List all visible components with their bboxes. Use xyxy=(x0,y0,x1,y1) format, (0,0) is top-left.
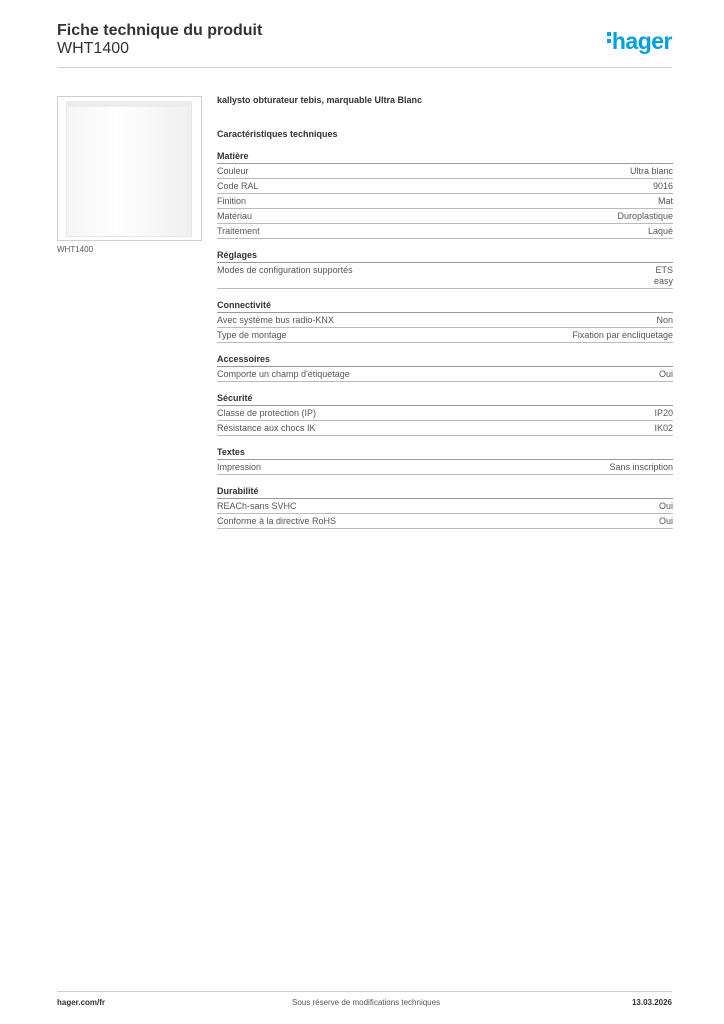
page-title: Fiche technique du produit xyxy=(57,22,263,39)
spec-value-line: Oui xyxy=(658,516,673,526)
spec-label: Code RAL xyxy=(217,181,259,191)
spec-label: Conforme à la directive RoHS xyxy=(217,516,337,526)
spec-group-title: Matière xyxy=(217,151,673,164)
spec-value xyxy=(630,166,673,177)
spec-group xyxy=(217,151,673,239)
spec-value xyxy=(659,516,673,527)
section-heading: Caractéristiques techniques xyxy=(217,129,338,139)
header-divider xyxy=(57,67,672,68)
spec-value-line: Oui xyxy=(658,501,673,511)
spec-value xyxy=(654,408,673,419)
spec-group-title: Connectivité xyxy=(217,300,673,313)
spec-value xyxy=(658,196,673,207)
spec-value xyxy=(572,330,673,341)
footer-date: 13.03.2026 xyxy=(631,998,672,1007)
spec-value xyxy=(654,423,673,434)
spec-row xyxy=(217,328,673,343)
hager-logo[interactable] xyxy=(607,28,672,55)
spec-group-title: Durabilité xyxy=(217,486,673,499)
spec-value xyxy=(659,501,673,512)
image-caption: WHT1400 xyxy=(57,245,94,254)
spec-value-line: Ultra blanc xyxy=(629,166,673,176)
page-header xyxy=(57,22,262,58)
spec-value-line: Non xyxy=(656,315,673,325)
spec-value xyxy=(609,462,673,473)
spec-value-line: IK02 xyxy=(654,423,673,433)
footer-website-link[interactable]: hager.com/fr xyxy=(57,998,106,1007)
spec-value-line: Oui xyxy=(658,369,673,379)
spec-label: Impression xyxy=(217,462,262,472)
spec-row xyxy=(217,514,673,529)
spec-label: Classe de protection (IP) xyxy=(217,408,317,418)
spec-value xyxy=(617,211,673,222)
spec-label: Matériau xyxy=(217,211,253,221)
spec-row xyxy=(217,224,673,239)
spec-label: Type de montage xyxy=(217,330,287,340)
spec-row xyxy=(217,421,673,436)
spec-label: REACh-sans SVHC xyxy=(217,501,297,511)
spec-value-line: 9016 xyxy=(652,181,673,191)
spec-value-line: Sans inscription xyxy=(609,462,673,472)
product-reference: WHT1400 xyxy=(57,40,130,57)
spec-value-line: IP20 xyxy=(654,408,673,418)
spec-label: Couleur xyxy=(217,166,249,176)
spec-row xyxy=(217,209,673,224)
spec-group xyxy=(217,486,673,529)
spec-groups xyxy=(217,151,673,529)
spec-row xyxy=(217,499,673,514)
spec-group xyxy=(217,447,673,475)
spec-group-title: Textes xyxy=(217,447,673,460)
spec-value-line: Mat xyxy=(657,196,673,206)
spec-value xyxy=(656,315,673,326)
spec-value-line: Duroplastique xyxy=(617,211,673,221)
spec-group xyxy=(217,354,673,382)
spec-row xyxy=(217,263,673,289)
spec-value-line: Laqué xyxy=(647,226,673,236)
spec-group-title: Sécurité xyxy=(217,393,673,406)
spec-label: Comporte un champ d'étiquetage xyxy=(217,369,350,379)
product-image xyxy=(57,96,202,241)
cover-plate-shape xyxy=(66,101,192,237)
spec-value xyxy=(654,265,673,287)
spec-value xyxy=(653,181,673,192)
spec-value-line: easy xyxy=(653,276,673,286)
spec-label: Avec système bus radio-KNX xyxy=(217,315,334,325)
spec-label: Résistance aux chocs IK xyxy=(217,423,316,433)
spec-row xyxy=(217,164,673,179)
spec-label: Traitement xyxy=(217,226,260,236)
spec-value xyxy=(659,369,673,380)
spec-row xyxy=(217,367,673,382)
logo-text: hager xyxy=(611,28,672,54)
spec-row xyxy=(217,406,673,421)
spec-row xyxy=(217,313,673,328)
spec-group-title: Accessoires xyxy=(217,354,673,367)
spec-group-title: Réglages xyxy=(217,250,673,263)
spec-group xyxy=(217,300,673,343)
spec-group xyxy=(217,393,673,436)
cover-plate-edge xyxy=(66,101,190,107)
spec-value-line: Fixation par encliquetage xyxy=(572,330,673,340)
spec-row xyxy=(217,194,673,209)
product-name: kallysto obturateur tebis, marquable Ultra Blanc xyxy=(217,95,423,105)
spec-row xyxy=(217,460,673,475)
footer-disclaimer: Sous réserve de modifications techniques xyxy=(292,998,441,1007)
spec-value xyxy=(648,226,673,237)
footer-divider xyxy=(57,991,672,992)
spec-label: Modes de configuration supportés xyxy=(217,265,353,275)
spec-content xyxy=(217,95,673,529)
spec-value-line: ETS xyxy=(655,265,673,275)
spec-row xyxy=(217,179,673,194)
spec-group xyxy=(217,250,673,289)
spec-label: Finition xyxy=(217,196,247,206)
